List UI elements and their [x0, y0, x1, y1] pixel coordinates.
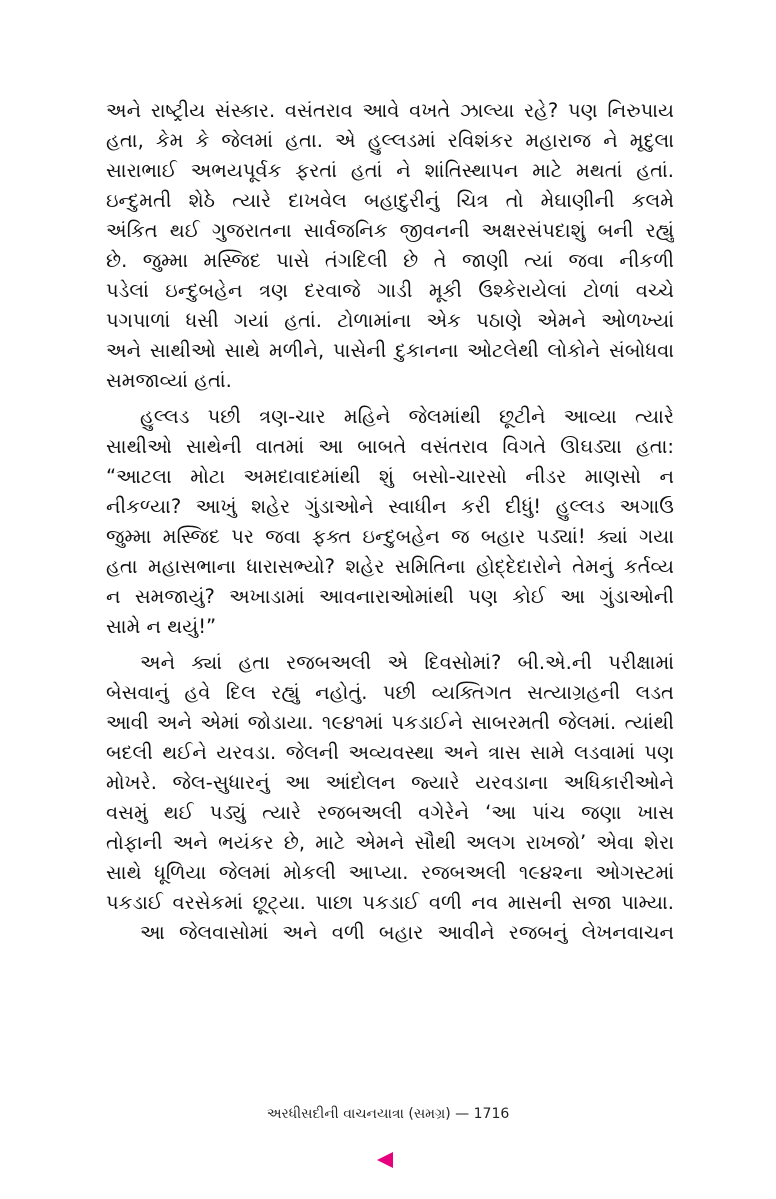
text-line: બદલી થઈને યરવડા. જેલની અવ્યવસ્થા અને ત્રાસ સામે લડવામાં પણ [106, 741, 674, 764]
text-line: આ જેલવાસોમાં અને વળી બહાર આવીને રજબનું લેખનવાચન [140, 921, 674, 944]
text-line: પકડાઈ વરસેકમાં છૂટ્યા. પાછા પકડાઈ વળી નવ માસની સજા પામ્યા. [106, 891, 674, 914]
text-line: સામે ન થયું!” [106, 615, 217, 638]
text-line: જુમ્મા મસ્જિદ પર જવા ફક્ત ઇન્દુબહેન જ બહાર પડ્યાં! ક્યાં ગયા [106, 525, 674, 548]
text-line: અને રાષ્ટ્રીય સંસ્કાર. વસંતરાવ આવે વખતે ઝાલ્યા રહે? પણ નિરુપાય [106, 99, 674, 122]
text-line: હતા, કેમ કે જેલમાં હતા. એ હુલ્લડમાં રવિશંકર મહારાજ ને મૃદુલા [106, 129, 674, 152]
text-line: વસમું થઈ પડ્યું ત્યારે રજબઅલી વગેરેને ‘આ પાંચ જણા ખાસ [106, 801, 674, 824]
page-body [106, 96, 674, 948]
paragraph-3 [106, 648, 674, 918]
text-line: “આટલા મોટા અમદાવાદમાંથી શું બસો-ચારસો નીડર માણસો ન [106, 465, 674, 488]
text-line: સાથીઓ સાથેની વાતમાં આ બાબતે વસંતરાવ વિગતે ઊઘડ્યા હતા: [106, 435, 674, 458]
text-line: છે. જુમ્મા મસ્જિદ પાસે તંગદિલી છે તે જાણી ત્યાં જવા નીકળી [106, 249, 674, 272]
text-line: સમજાવ્યાં હતાં. [106, 369, 232, 392]
paragraph-4 [106, 918, 674, 948]
text-line: મોખરે. જેલ-સુધારનું આ આંદોલન જ્યારે યરવડાના અધિકારીઓને [106, 771, 674, 794]
text-line: બેસવાનું હવે દિલ રહ્યું નહોતું. પછી વ્યક્તિગત સત્યાગ્રહની લડત [106, 681, 674, 704]
paragraph-1 [106, 96, 674, 396]
text-line: અંકિત થઈ ગુજરાતના સાર્વજનિક જીવનની અક્ષરસંપદાશું બની રહ્યું [106, 219, 674, 242]
text-line: સાથે ધૂળિયા જેલમાં મોકલી આપ્યા. રજબઅલી ૧૯૪૨ના ઓગસ્ટમાં [106, 861, 674, 884]
text-line: ઇન્દુમતી શેઠે ત્યારે દાખવેલ બહાદુરીનું ચિત્ર તો મેઘાણીની કલમે [106, 189, 674, 212]
text-line: અને ક્યાં હતા રજબઅલી એ દિવસોમાં? બી.એ.ની પરીક્ષામાં [140, 651, 674, 674]
text-line: આવી અને એમાં જોડાયા. ૧૯૪૧માં પકડાઈને સાબરમતી જેલમાં. ત્યાંથી [106, 711, 674, 734]
text-line: પડેલાં ઇન્દુબહેન ત્રણ દરવાજે ગાડી મૂકી ઉશ્કેરાયેલાં ટોળાં વચ્ચે [106, 279, 674, 302]
text-line: તોફાની અને ભયંકર છે, માટે એમને સૌથી અલગ રાખજો’ એવા શેરા [106, 831, 674, 854]
text-line: નીકળ્યા? આખું શહેર ગુંડાઓને સ્વાધીન કરી દીધું! હુલ્લડ અગાઉ [106, 495, 674, 518]
text-line: હુલ્લડ પછી ત્રણ-ચાર મહિને જેલમાંથી છૂટીને આવ્યા ત્યારે [140, 405, 674, 428]
text-line: અને સાથીઓ સાથે મળીને, પાસેની દુકાનના ઓટલેથી લોકોને સંબોધવા [106, 339, 674, 362]
text-line: સારાભાઈ અભયપૂર્વક ફરતાં હતાં ને શાંતિસ્થાપન માટે મથતાં હતાં. [106, 159, 674, 182]
triangle-left-icon[interactable] [377, 1152, 393, 1168]
page-footer: અરધીસદીની વાચનયાત્રા (સમગ્ર) — 1716 [266, 1106, 510, 1122]
paragraph-2 [106, 402, 674, 642]
text-line: ન સમજાયું? અખાડામાં આવનારાઓમાંથી પણ કોઈ આ ગુંડાઓની [106, 585, 674, 608]
text-line: પગપાળાં ધસી ગયાં હતાં. ટોળામાંના એક પઠાણે એમને ઓળખ્યાં [106, 309, 674, 332]
text-line: હતા મહાસભાના ધારાસભ્યો? શહેર સમિતિના હોદ્દેદારોને તેમનું કર્તવ્ય [106, 555, 674, 578]
